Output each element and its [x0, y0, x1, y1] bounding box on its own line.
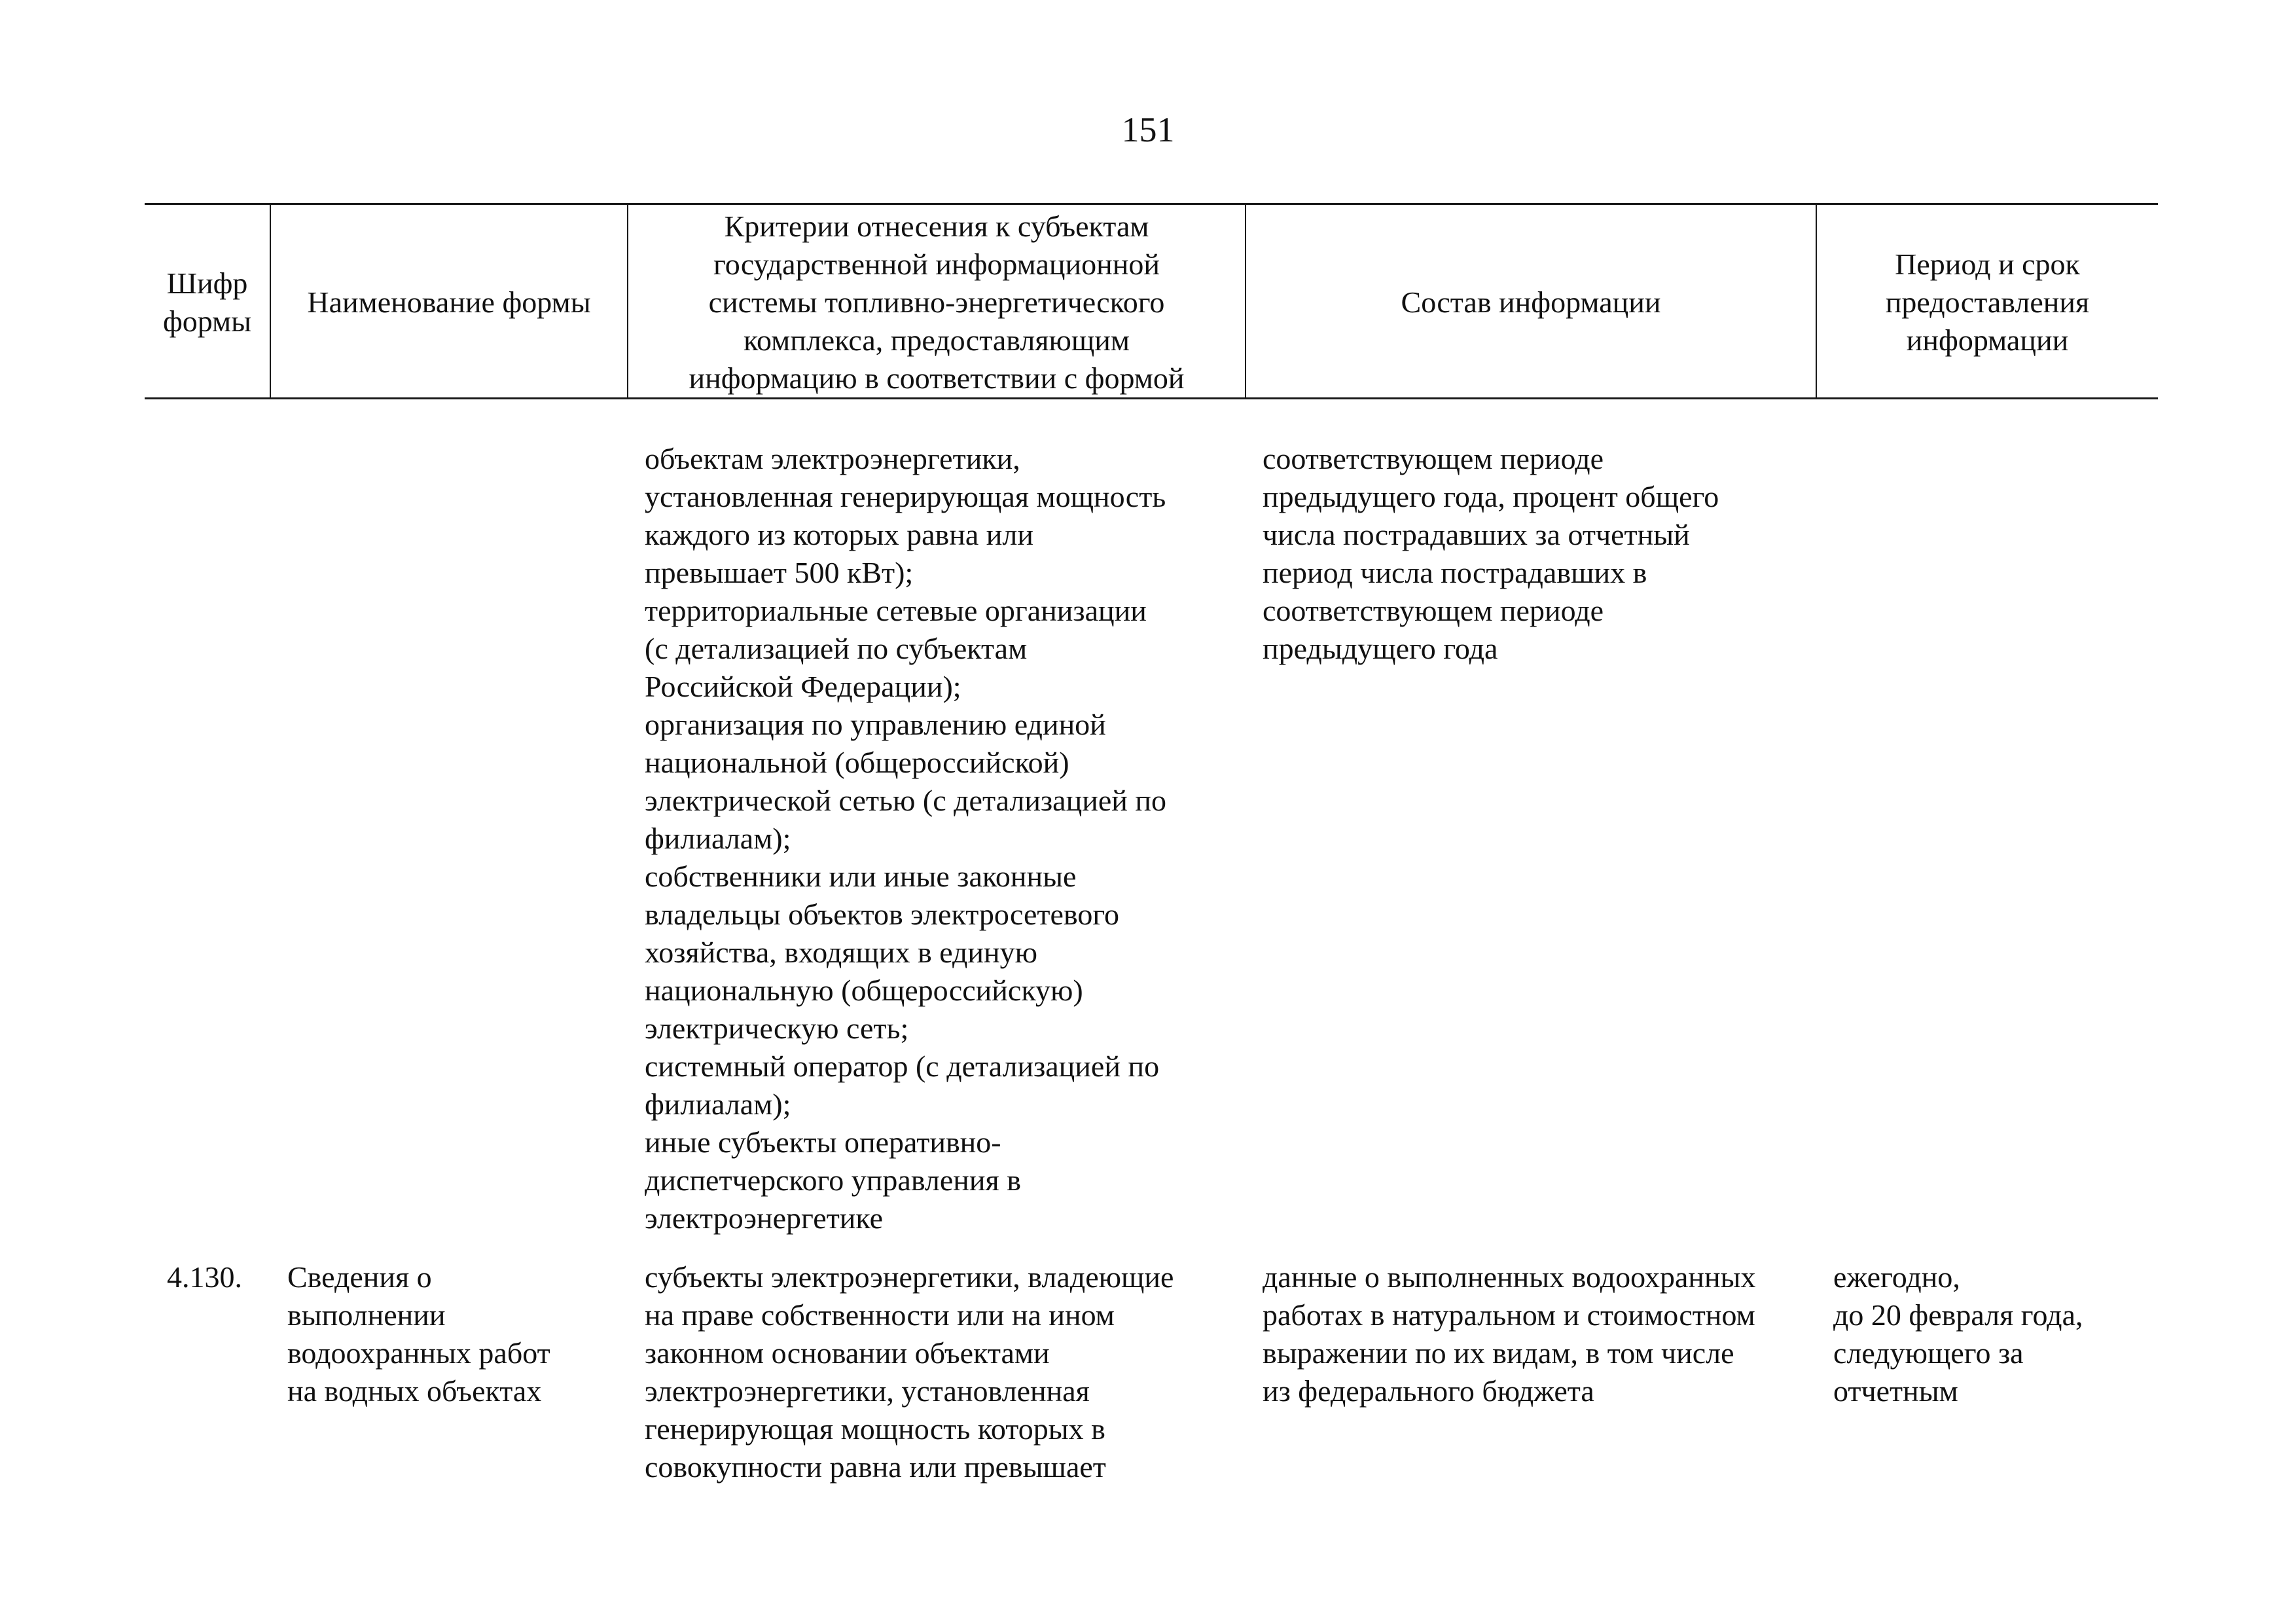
header-period: Период и срок предоставления информации [1816, 204, 2158, 399]
header-row [145, 204, 2158, 399]
page-number: 151 [1121, 110, 1175, 149]
row-period: ежегодно, до 20 февраля года, следующего за отчетным [1833, 1260, 2083, 1408]
row-period [1816, 440, 2158, 1258]
row-name [270, 440, 628, 1258]
header-form-name: Наименование формы [270, 204, 628, 399]
header-content: Состав информации [1246, 204, 1816, 399]
row-name: Сведения о выполнении водоохранных работ на водных объектах [287, 1260, 550, 1408]
row-code: 4.130. [167, 1260, 242, 1294]
table-header [145, 204, 2158, 399]
row-code [145, 440, 270, 1258]
forms-table [145, 203, 2158, 1486]
row-content: соответствующем периоде предыдущего года, процент общего числа пострадавших за отчетный период числа пострадавших в соответствующем периоде предыдущего года [1263, 442, 1719, 665]
table-row [145, 440, 2158, 1258]
row-criteria: объектам электроэнергетики, установленная генерирующая мощность каждого из которых равна или превышает 500 кВт); территориальные сетевые организации (с детализацией по субъектам Российской Федерации); организация по управлению единой национальной (общероссийской) электрической сетью (с детализацией по филиалам); собственники или иные законные владельцы объектов электросетевого хозяйства, входящих в единую национальную (общероссийскую) электрическую сеть; системный оператор (с детализацией по филиалам); иные субъекты оперативно- диспетчерского управления в электроэнергетике [645, 442, 1166, 1235]
table-body [145, 399, 2158, 1487]
row-criteria: субъекты электроэнергетики, владеющие на праве собственности или на ином законном основании объектами электроэнергетики, установленная генерирующая мощность которых в совокупности равна или превышает [645, 1260, 1174, 1484]
forms-table-container [145, 203, 2158, 1486]
table-row [145, 1258, 2158, 1486]
row-content: данные о выполненных водоохранных работах в натуральном и стоимостном выражении по их видам, в том числе из федерального бюджета [1263, 1260, 1756, 1408]
header-form-code: Шифр формы [145, 204, 270, 399]
gap-cell [145, 399, 2158, 441]
header-gap [145, 399, 2158, 441]
header-criteria: Критерии отнесения к субъектам государственной информационной системы топливно-энергетического комплекса, предоставляющим информацию в соответствии с формой [628, 204, 1246, 399]
